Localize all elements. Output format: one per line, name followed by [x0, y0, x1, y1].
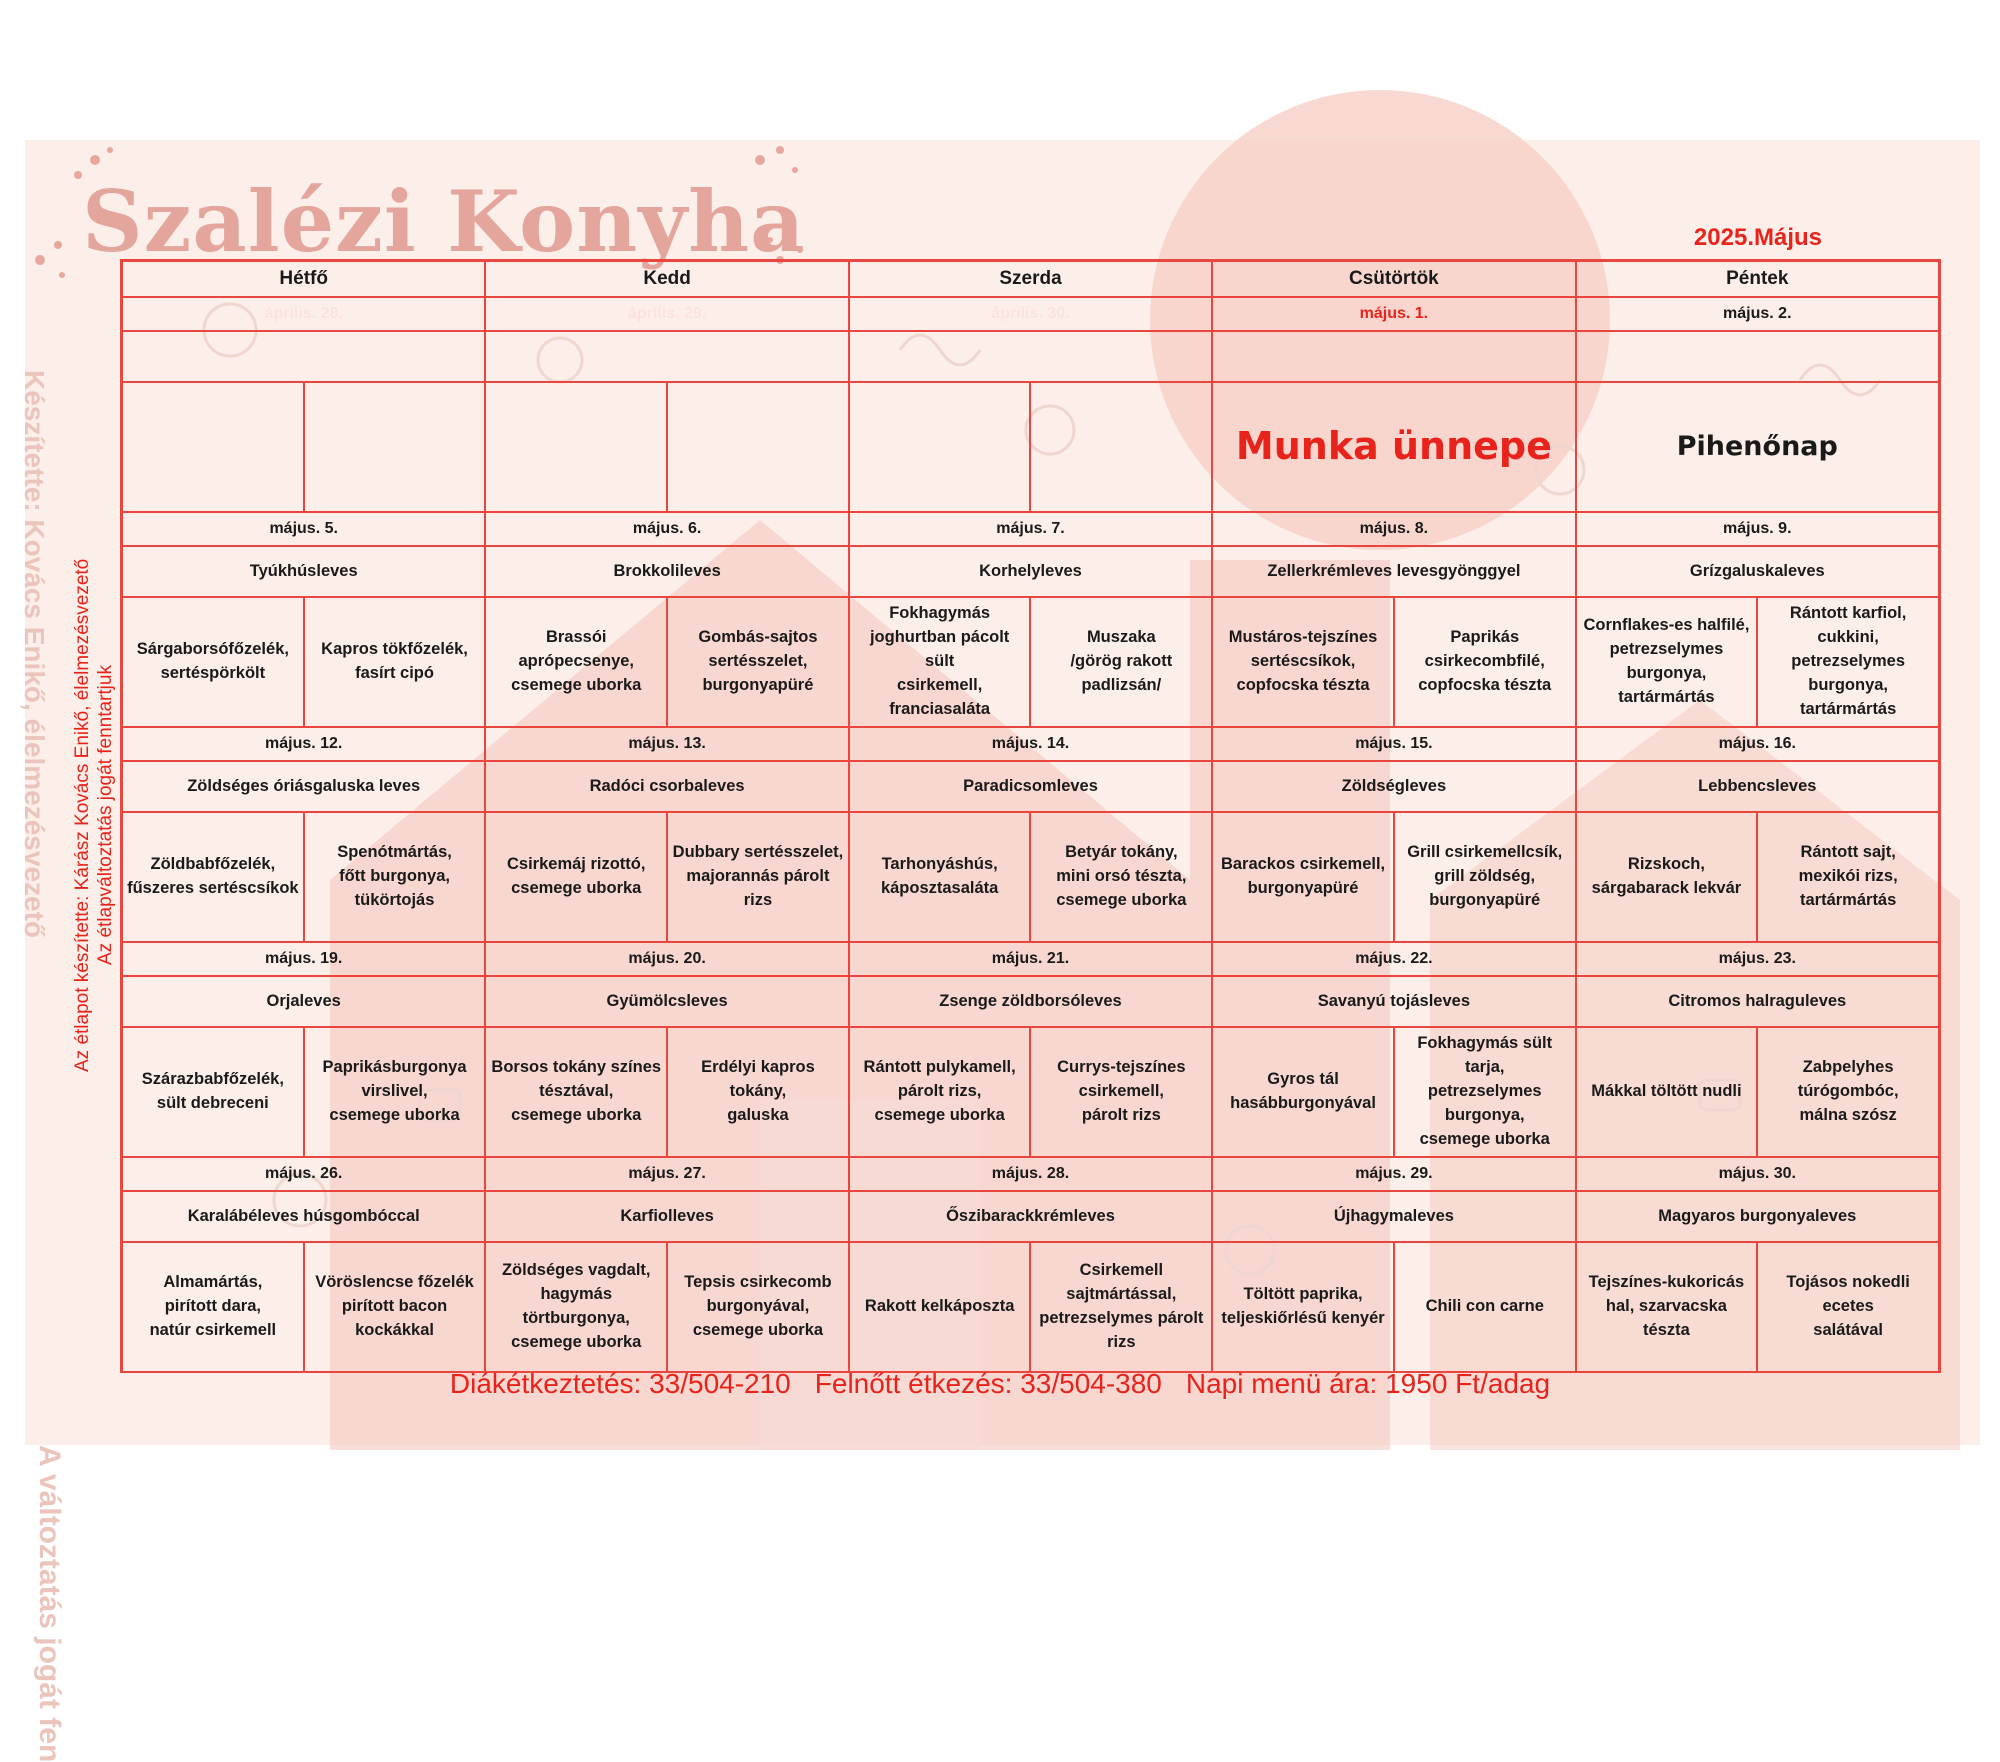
date-cell-text: május. 28.	[991, 1165, 1070, 1183]
soup-cell-text: Savanyú tojásleves	[1317, 991, 1471, 1010]
meal-cell	[303, 1026, 487, 1158]
student-phone: Diákétkeztetés: 33/504-210	[449, 1368, 791, 1399]
soup-cell	[848, 330, 1213, 383]
soup-cell-text: Lebbencsleves	[1698, 776, 1817, 795]
date-cell	[1575, 726, 1940, 762]
date-cell	[121, 726, 486, 762]
date-cell-text: május. 19.	[265, 950, 343, 968]
meal-cell	[121, 1241, 305, 1373]
meal-cell	[1029, 1026, 1213, 1158]
soup-cell-text: Grízgaluskaleves	[1689, 561, 1825, 580]
soup-cell-text: Zöldséges óriásgaluska leves	[187, 776, 421, 795]
meal-cell-text: Borsos tokány színes tésztával, csemege uborka	[491, 1058, 662, 1124]
meal-cell-text: Erdélyi kapros tokány, galuska	[701, 1058, 815, 1124]
meal-cell	[484, 1241, 668, 1373]
meal-cell	[1029, 811, 1213, 943]
soup-cell	[121, 760, 486, 813]
date-cell-text: április. 29.	[627, 305, 707, 323]
meal-cell	[1756, 1026, 1940, 1158]
soup-cell-text: Citromos halraguleves	[1668, 991, 1847, 1010]
date-cell	[484, 511, 849, 547]
soup-cell	[1211, 1190, 1576, 1243]
soup-cell-text: Őszibarackkrémleves	[946, 1206, 1115, 1225]
meal-cell-text: Chili con carne	[1425, 1297, 1544, 1316]
meal-cell-text: Gyros tál hasábburgonyával	[1230, 1070, 1376, 1112]
soup-cell	[848, 975, 1213, 1028]
soup-cell	[848, 545, 1213, 598]
date-cell-text: május. 27.	[628, 1165, 706, 1183]
date-cell	[121, 941, 486, 977]
soup-cell-text: Karalábéleves húsgombóccal	[187, 1206, 420, 1225]
day-header-text: Hétfő	[279, 268, 328, 290]
meal-cell-text: Csirkemáj rizottó, csemege uborka	[507, 855, 646, 897]
soup-cell-text: Brokkolileves	[613, 561, 721, 580]
date-cell-text: május. 16.	[1718, 735, 1796, 753]
weekly-menu-table	[120, 259, 1941, 1373]
meal-cell	[1393, 811, 1577, 943]
soup-cell	[1575, 1190, 1940, 1243]
meal-cell	[1575, 596, 1759, 728]
day-header	[1211, 260, 1576, 298]
meal-cell	[666, 381, 850, 513]
soup-cell	[1211, 975, 1576, 1028]
meal-cell-text: Almamártás, pirított dara, natúr csirkemell	[149, 1273, 277, 1339]
date-cell	[848, 511, 1213, 547]
date-cell-text: május. 5.	[269, 520, 338, 538]
meal-cell	[1756, 596, 1940, 728]
meal-cell	[1756, 811, 1940, 943]
meal-cell-text: Fokhagymás sült tarja, petrezselymes burgonya, csemege uborka	[1417, 1034, 1553, 1148]
soup-cell	[121, 1190, 486, 1243]
day-header	[121, 260, 486, 298]
meal-cell	[666, 1026, 850, 1158]
brand-logo-text: Szalézi Konyha	[82, 172, 806, 271]
soup-cell	[848, 1190, 1213, 1243]
meal-cell	[484, 596, 668, 728]
meal-cell-text: Fokhagymás joghurtban pácolt sült csirkemell, franciasaláta	[869, 604, 1010, 718]
meal-cell	[848, 596, 1032, 728]
day-header-text: Kedd	[643, 268, 691, 290]
date-cell-text: május. 9.	[1723, 520, 1792, 538]
date-cell	[1211, 1156, 1576, 1192]
meal-cell	[848, 1241, 1032, 1373]
soup-cell-text: Orjaleves	[266, 991, 341, 1010]
day-header-text: Péntek	[1726, 268, 1789, 290]
menu-price: Napi menü ára: 1950 Ft/adag	[1185, 1368, 1551, 1399]
day-header	[848, 260, 1213, 298]
meal-cell	[1211, 811, 1395, 943]
soup-cell-text: Zöldségleves	[1341, 776, 1447, 795]
soup-cell-text: Radóci csorbaleves	[589, 776, 745, 795]
meal-cell-text: Currys-tejszínes csirkemell, párolt rizs	[1057, 1058, 1186, 1124]
date-cell	[1575, 941, 1940, 977]
meal-cell	[666, 811, 850, 943]
date-cell	[484, 1156, 849, 1192]
meal-cell-text: Vöröslencse főzelék pirított bacon kockákkal	[315, 1273, 474, 1339]
date-cell-text: május. 15.	[1355, 735, 1433, 753]
meal-cell	[1029, 596, 1213, 728]
meal-cell-text: Spenótmártás, főtt burgonya, tükörtojás	[337, 843, 452, 909]
meal-cell	[666, 596, 850, 728]
meal-cell-text: Muszaka /görög rakott padlizsán/	[1070, 628, 1173, 694]
meal-cell	[1393, 1241, 1577, 1373]
soup-cell-text: Paradicsomleves	[963, 776, 1098, 795]
date-cell	[1211, 511, 1576, 547]
meal-cell	[484, 811, 668, 943]
meal-cell	[1211, 1241, 1395, 1373]
meal-cell-text: Gombás-sajtos sertésszelet, burgonyapüré	[698, 628, 818, 694]
soup-cell	[484, 330, 849, 383]
meal-cell-text: Rántott karfiol, cukkini, petrezselymes burgonya, tartármártás	[1789, 604, 1907, 718]
meal-cell-text: Zöldbabfőzelék, fűszeres sertéscsíkok	[127, 855, 299, 897]
meal-cell	[121, 811, 305, 943]
meal-cell	[121, 596, 305, 728]
date-cell	[848, 726, 1213, 762]
date-cell-text: május. 13.	[628, 735, 706, 753]
meal-cell	[1211, 1026, 1395, 1158]
watermark-author-note: Készítette: Kovács Enikő, élelmezésvezető	[19, 370, 50, 939]
day-header-text: Szerda	[999, 268, 1062, 290]
soup-cell	[1575, 975, 1940, 1028]
date-cell	[121, 1156, 486, 1192]
day-header	[484, 260, 849, 298]
meal-cell	[303, 596, 487, 728]
meal-cell-text: Brassói aprópecsenye, csemege uborka	[511, 628, 642, 694]
meal-cell	[1393, 1026, 1577, 1158]
meal-cell	[1575, 811, 1759, 943]
rest-day-label-text: Pihenőnap	[1676, 431, 1838, 463]
date-cell	[121, 511, 486, 547]
soup-cell	[1575, 330, 1940, 383]
meal-cell-text: Mustáros-tejszínes sertéscsíkok, copfocska tészta	[1228, 628, 1378, 694]
meal-cell-text: Rántott pulykamell, párolt rizs, csemege uborka	[863, 1058, 1016, 1124]
meal-cell-text: Rántott sajt, mexikói rizs, tartármártás	[1798, 843, 1898, 909]
date-cell-text: május. 23.	[1718, 950, 1796, 968]
date-cell	[848, 941, 1213, 977]
meal-cell	[848, 811, 1032, 943]
meal-cell	[1029, 381, 1213, 513]
meal-cell-text: Zöldséges vagdalt, hagymás törtburgonya, csemege uborka	[501, 1261, 651, 1351]
soup-cell	[484, 545, 849, 598]
soup-cell	[121, 975, 486, 1028]
meal-cell	[1575, 1026, 1759, 1158]
meal-cell	[848, 381, 1032, 513]
meal-cell-text: Grill csirkemellcsík, grill zöldség, burgonyapüré	[1407, 843, 1563, 909]
meal-cell	[666, 1241, 850, 1373]
holiday-label-text: Munka ünnepe	[1235, 424, 1552, 469]
soup-cell	[1575, 545, 1940, 598]
soup-cell-text: Zellerkrémleves levesgyönggyel	[1267, 561, 1521, 580]
meal-cell-text: Dubbary sertésszelet, majorannás párolt rizs	[672, 843, 844, 909]
meal-cell-text: Tepsis csirkecomb burgonyával, csemege uborka	[684, 1273, 832, 1339]
soup-cell-text: Karfiolleves	[620, 1206, 714, 1225]
meal-cell	[484, 1026, 668, 1158]
soup-cell	[848, 760, 1213, 813]
soup-cell	[484, 975, 849, 1028]
date-cell	[1211, 726, 1576, 762]
date-cell-text: május. 7.	[996, 520, 1065, 538]
meal-cell-text: Barackos csirkemell, burgonyapüré	[1220, 855, 1386, 897]
meal-cell	[484, 381, 668, 513]
meal-cell-text: Csirkemell sajtmártással, petrezselymes párolt rizs	[1039, 1261, 1204, 1351]
date-cell-text: május. 6.	[632, 520, 702, 538]
meal-cell-text: Sárgaborsófőzelék, sertéspörkölt	[136, 640, 289, 682]
author-note: Az étlapot készítette: Kárász Kovács Enikő, élelmezésvezető	[72, 558, 93, 1072]
date-cell-text: május. 1.	[1359, 305, 1429, 323]
soup-cell	[1575, 760, 1940, 813]
date-cell-text: május. 21.	[991, 950, 1070, 968]
date-cell	[484, 941, 849, 977]
date-cell	[484, 296, 849, 332]
date-cell	[1575, 296, 1940, 332]
meal-cell-text: Tejszínes-kukoricás hal, szarvacska tészta	[1588, 1273, 1745, 1339]
soup-cell-text: Tyúkhúsleves	[249, 561, 358, 580]
meal-cell-text: Rizskoch, sárgabarack lekvár	[1591, 855, 1742, 897]
date-cell	[1211, 296, 1576, 332]
meal-cell-text: Szárazbabfőzelék, sült debreceni	[141, 1070, 284, 1112]
date-cell-text: május. 26.	[265, 1165, 343, 1183]
meal-cell	[303, 811, 487, 943]
soup-cell-text: Magyaros burgonyaleves	[1658, 1206, 1857, 1225]
date-cell-text: április. 30.	[991, 305, 1070, 323]
soup-cell-text: Gyümölcsleves	[606, 991, 728, 1010]
date-cell-text: április. 28.	[264, 305, 343, 323]
rest-day-label	[1575, 381, 1940, 513]
meal-cell-text: Kapros tökfőzelék, fasírt cipó	[321, 640, 468, 682]
meal-cell	[1029, 1241, 1213, 1373]
soup-cell	[121, 330, 486, 383]
meal-cell	[303, 1241, 487, 1373]
meal-cell-text: Paprikásburgonya virslivel, csemege uborka	[322, 1058, 467, 1124]
day-header	[1575, 260, 1940, 298]
soup-cell-text: Korhelyleves	[979, 561, 1082, 580]
watermark-change-note: A változtatás jogát fen	[33, 1445, 66, 1762]
date-cell	[1575, 511, 1940, 547]
soup-cell	[484, 760, 849, 813]
contact-footer	[0, 1368, 2000, 1400]
date-cell-text: május. 29.	[1355, 1165, 1433, 1183]
meal-cell-text: Paprikás csirkecombfilé, copfocska tészta	[1418, 628, 1552, 694]
date-cell-text: május. 2.	[1723, 305, 1792, 323]
date-cell-text: május. 14.	[991, 735, 1070, 753]
meal-cell-text: Zabpelyhes túrógombóc, málna szósz	[1797, 1058, 1899, 1124]
date-cell-text: május. 30.	[1718, 1165, 1796, 1183]
day-header-text: Csütörtök	[1349, 268, 1439, 290]
adult-phone: Felnőtt étkezés: 33/504-380	[814, 1368, 1162, 1399]
date-cell	[1575, 1156, 1940, 1192]
meal-cell-text: Tarhonyáshús, káposztasaláta	[880, 855, 999, 897]
meal-cell-text: Mákkal töltött nudli	[1591, 1082, 1742, 1101]
soup-cell	[1211, 330, 1576, 383]
date-cell-text: május. 8.	[1359, 520, 1429, 538]
meal-cell	[303, 381, 487, 513]
meal-cell	[1575, 1241, 1759, 1373]
meal-cell-text: Cornflakes-es halfilé, petrezselymes burgonya, tartármártás	[1583, 616, 1750, 706]
meal-cell	[121, 1026, 305, 1158]
date-cell	[848, 296, 1213, 332]
soup-cell	[1211, 545, 1576, 598]
meal-cell-text: Tojásos nokedli ecetes salátával	[1786, 1273, 1910, 1339]
date-cell-text: május. 22.	[1355, 950, 1433, 968]
soup-cell	[1211, 760, 1576, 813]
meal-cell	[1393, 596, 1577, 728]
change-notice: Az étlapváltoztatás jogát fenntartjuk	[95, 665, 116, 965]
soup-cell-text: Zsenge zöldborsóleves	[939, 991, 1122, 1010]
meal-cell-text: Betyár tokány, mini orsó tészta, csemege uborka	[1056, 843, 1187, 909]
date-cell-text: május. 12.	[265, 735, 343, 753]
meal-cell	[1756, 1241, 1940, 1373]
soup-cell	[121, 545, 486, 598]
date-cell	[121, 296, 486, 332]
date-cell	[848, 1156, 1213, 1192]
date-cell-text: május. 20.	[628, 950, 706, 968]
date-cell	[1211, 941, 1576, 977]
meal-cell-text: Töltött paprika, teljeskiőrlésű kenyér	[1221, 1285, 1385, 1327]
meal-cell	[1211, 596, 1395, 728]
meal-cell	[848, 1026, 1032, 1158]
soup-cell	[484, 1190, 849, 1243]
meal-cell	[121, 381, 305, 513]
holiday-label	[1211, 381, 1576, 513]
meal-cell-text: Rakott kelkáposzta	[864, 1297, 1015, 1316]
soup-cell-text: Újhagymaleves	[1333, 1206, 1454, 1225]
month-label: 2025.Május	[1693, 224, 1822, 251]
date-cell	[484, 726, 849, 762]
